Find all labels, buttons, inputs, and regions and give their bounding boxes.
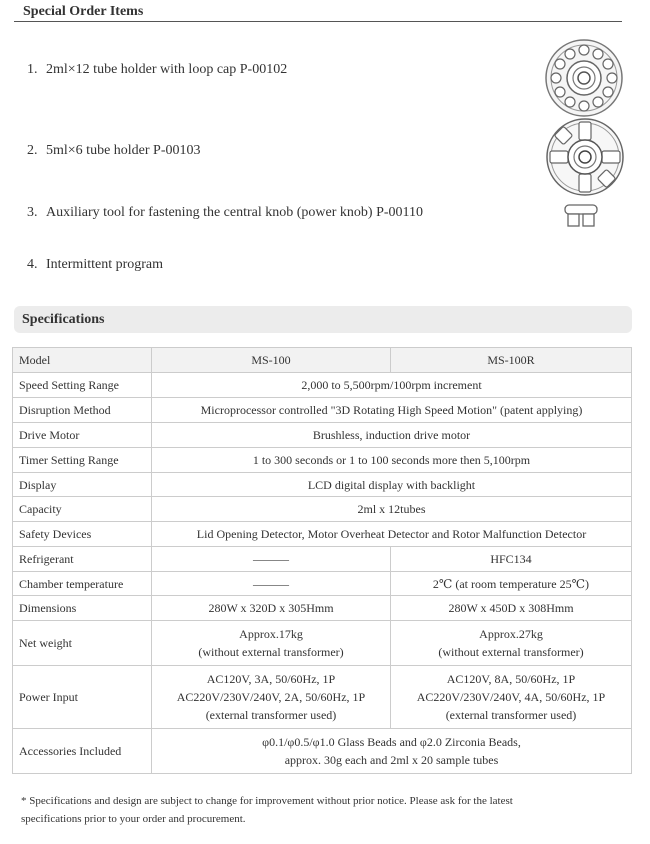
specifications-title: Specifications: [22, 312, 105, 327]
table-row: Speed Setting Range 2,000 to 5,500rpm/100rpm increment: [13, 373, 632, 398]
table-row: Accessories Included φ0.1/φ0.5/φ1.0 Glass Beads and φ2.0 Zirconia Beads, approx. 30g each and 2ml x 20 sample tubes: [13, 729, 632, 774]
table-row: Safety Devices Lid Opening Detector, Motor Overheat Detector and Rotor Malfunction Detector: [13, 522, 632, 547]
tube-holder-6-image: [545, 117, 625, 197]
order-item-text: 2ml×12 tube holder with loop cap P-00102: [46, 62, 288, 77]
table-header-row: [13, 348, 632, 373]
table-row: Display LCD digital display with backlight: [13, 473, 632, 497]
table-row: Power Input AC120V, 3A, 50/60Hz, 1P AC220V/230V/240V, 2A, 50/60Hz, 1P (external transformer used) AC120V, 8A, 50/60Hz, 1P AC220V/230V/240V, 4A, 50/60Hz, 1P (external transformer used): [13, 666, 632, 729]
header-model-ms100r: MS-100R: [391, 348, 632, 373]
order-item: 2. 5ml×6 tube holder P-00103: [27, 143, 201, 158]
order-item-text: Auxiliary tool for fastening the central knob (power knob) P-00110: [46, 205, 424, 220]
order-item: 3. Auxiliary tool for fastening the central knob (power knob) P-00110: [27, 205, 424, 220]
table-row: Chamber temperature ——— 2℃ (at room temperature 25℃): [13, 572, 632, 596]
table-row: Refrigerant ——— HFC134: [13, 547, 632, 572]
table-row: Timer Setting Range 1 to 300 seconds or 1 to 100 seconds more then 5,100rpm: [13, 448, 632, 473]
tube-holder-12-image: [544, 38, 624, 118]
order-item-text: 5ml×6 tube holder P-00103: [46, 143, 201, 158]
specifications-table: [12, 347, 632, 774]
special-order-title: Special Order Items: [23, 4, 144, 19]
order-item-text: Intermittent program: [46, 257, 164, 272]
table-row: Disruption Method Microprocessor controlled "3D Rotating High Speed Motion" (patent applying): [13, 398, 632, 423]
table-row: Dimensions 280W x 320D x 305Hmm 280W x 450D x 308Hmm: [13, 596, 632, 621]
auxiliary-tool-image: [562, 202, 600, 230]
specifications-heading: [14, 306, 632, 333]
table-row: Net weight Approx.17kg (without external transformer) Approx.27kg (without external transformer): [13, 621, 632, 666]
order-item: 4. Intermittent program: [27, 257, 164, 272]
header-model-ms100: MS-100: [152, 348, 391, 373]
order-item: 1. 2ml×12 tube holder with loop cap P-00102: [27, 62, 288, 77]
header-label: Model: [13, 348, 152, 373]
table-row: Capacity 2ml x 12tubes: [13, 497, 632, 522]
footnote: * Specifications and design are subject to change for improvement without prior notice. Please ask for the latest specifications prior to your order and procurement.: [21, 795, 513, 825]
table-row: Drive Motor Brushless, induction drive motor: [13, 423, 632, 448]
